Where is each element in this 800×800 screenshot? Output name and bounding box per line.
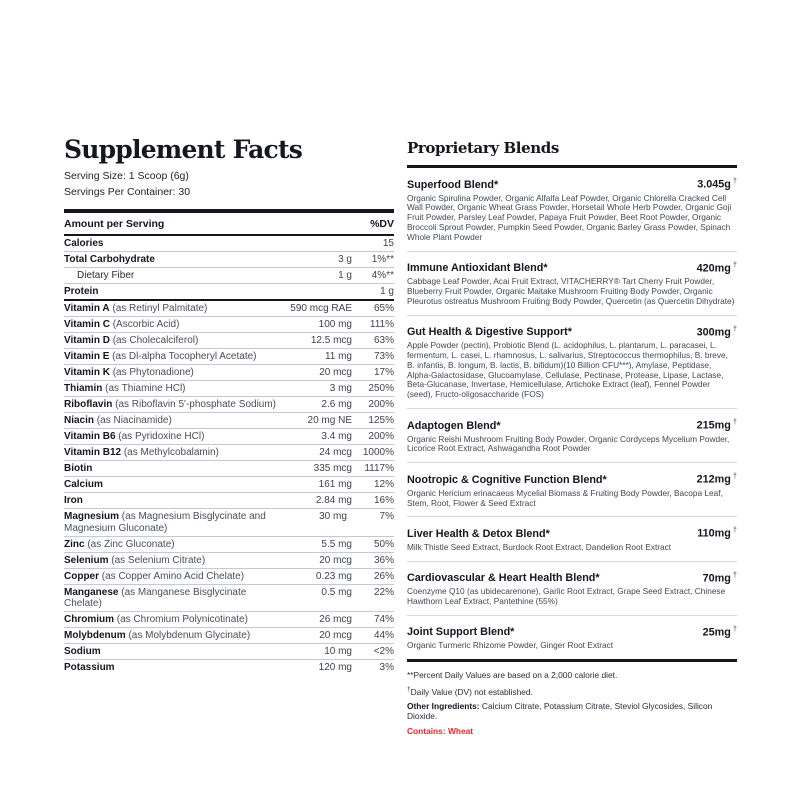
nutrient-row [64, 381, 394, 397]
blend-amount: 300mg † [696, 323, 737, 339]
nutrient-row [64, 333, 394, 349]
nutrient-dv: 1000% [362, 447, 394, 459]
nutrient-label: Biotin [64, 463, 93, 475]
nutrient-row [64, 553, 394, 569]
nutrient-row [64, 365, 394, 381]
nutrient-amount: 11 mg [324, 351, 352, 363]
nutrient-form: (as Retinyl Palmitate) [112, 303, 208, 315]
nutrient-name [64, 270, 282, 282]
nutrient-dv: 200% [368, 431, 394, 443]
servings-per-container: Servings Per Container: 30 [64, 185, 191, 198]
nutrient-label: Vitamin A [64, 303, 110, 315]
dagger-symbol: † [732, 176, 737, 185]
nutrient-name [64, 447, 282, 459]
nutrient-amount: 2.6 mg [321, 399, 352, 411]
blend-name: Immune Antioxidant Blend* [407, 262, 548, 275]
nutrient-row [64, 301, 394, 317]
nutrient-name [64, 383, 282, 395]
nutrient-dv: 36% [373, 554, 394, 566]
nutrient-label: Protein [64, 286, 99, 298]
blend-header [407, 570, 737, 585]
blend-amount: 110mg † [697, 525, 737, 540]
nutrient-dv: 111% [369, 319, 394, 331]
blend-amount: 25mg † [702, 623, 737, 639]
blend-ingredients: Milk Thistle Seed Extract, Burdock Root Extract, Dandelion Root Extract [407, 541, 672, 552]
nutrient-name [64, 415, 282, 427]
blend-amount: 212mg † [696, 471, 737, 486]
blend-amount: 3.045g † [697, 176, 737, 191]
blend-header [407, 417, 737, 432]
nutrient-label: Chromium [64, 614, 114, 626]
nutrient-name [64, 646, 282, 658]
nutrient-amount: 161 mg [318, 479, 352, 491]
blend-section [407, 616, 737, 659]
nutrient-amount: 3 g [338, 254, 352, 266]
nutrient-name [64, 630, 282, 642]
nutrient-form: (as Cholecalciferol) [112, 335, 199, 347]
dagger-symbol: † [732, 569, 737, 579]
nutrient-label: Thiamin [64, 383, 103, 395]
amount-per-serving-label: Amount per Serving [64, 218, 165, 231]
nutrient-row [64, 284, 394, 301]
nutrient-dv: 1117% [364, 463, 394, 475]
blend-section [407, 463, 737, 517]
nutrient-row [64, 660, 394, 675]
nutrient-name [64, 319, 282, 331]
blend-header [407, 525, 737, 540]
dagger-symbol: † [732, 323, 737, 333]
nutrient-form: (as Niacinamide) [96, 415, 172, 427]
nutrient-dv: 73% [373, 351, 394, 363]
nutrient-label: Copper [64, 570, 99, 582]
blend-header [407, 471, 737, 486]
nutrient-amount: 26 mcg [319, 614, 352, 626]
nutrient-name [64, 539, 282, 551]
blend-ingredients: Coenzyme Q10 (as ubidecarenone), Garlic Root Extract, Grape Seed Extract, Chinese Hawthorn Leaf Extract, Pantethine (55%) [407, 586, 726, 607]
nutrient-amount: 3.4 mg [321, 431, 352, 443]
nutrient-name [64, 555, 282, 567]
dagger-symbol: † [732, 525, 737, 535]
blend-amount: 70mg † [702, 569, 737, 585]
nutrient-form: (as Copper Amino Acid Chelate) [101, 570, 245, 582]
nutrient-amount: 0.23 mg [315, 570, 352, 582]
nutrient-row [64, 477, 394, 493]
blend-section [407, 168, 737, 252]
nutrient-label: Vitamin E [64, 351, 110, 363]
nutrient-label: Selenium [64, 554, 109, 566]
nutrient-name [64, 511, 282, 534]
nutrient-row [64, 397, 394, 413]
nutrient-name [64, 238, 282, 250]
nutrient-name [64, 286, 282, 298]
blend-ingredients: Cabbage Leaf Powder, Acai Fruit Extract, VITACHERRY® Tart Cherry Fruit Powder, Blueberry Fruit Powder, Organic Maitake Mushroom Fruiting Body Powder, Organic Pleurotus ostreatus Mushroom Fruiting Body Powder, Quercetin (as Quercetin Dihydrate) [407, 276, 735, 306]
nutrient-dv: 12% [373, 479, 394, 491]
blend-ingredients: Organic Reishi Mushroom Fruiting Body Powder, Organic Cordyceps Mycelium Powder, Licorice Root Extract, Ashwagandha Root Powder [407, 433, 730, 454]
nutrient-label: Riboflavin [64, 399, 113, 411]
nutrient-name [64, 479, 282, 491]
nutrient-dv: 1 g [380, 286, 394, 298]
nutrient-name [64, 463, 282, 475]
nutrient-row [64, 349, 394, 365]
nutrient-amount: 100 mg [318, 319, 352, 331]
nutrient-amount: 1 g [338, 270, 352, 282]
nutrient-amount: 3 mg [329, 383, 352, 395]
nutrient-name [64, 399, 282, 411]
nutrient-form: (as Molybdenum Glycinate) [128, 630, 251, 642]
nutrient-label: Calcium [64, 479, 103, 491]
blend-ingredients: Organic Turmeric Rhizome Powder, Ginger Root Extract [407, 640, 614, 651]
blend-list [407, 168, 737, 659]
footnotes [407, 662, 737, 735]
nutrient-name [64, 587, 282, 610]
nutrient-row [64, 445, 394, 461]
blend-header [407, 624, 737, 639]
nutrient-label: Vitamin C [64, 319, 110, 331]
blend-header [407, 260, 737, 275]
nutrient-label: Sodium [64, 646, 101, 658]
nutrient-label: Vitamin D [64, 335, 110, 347]
other-ingredients-text: Calcium Citrate, Potassium Citrate, Steviol Glycosides, Silicon Dioxide. [407, 701, 713, 722]
blend-header [407, 324, 737, 339]
nutrient-row [64, 612, 394, 628]
percent-dv-label: %DV [370, 218, 394, 231]
nutrient-row [64, 537, 394, 553]
nutrient-name [64, 431, 282, 443]
nutrient-label: Manganese [64, 586, 119, 598]
nutrient-dv: <2% [373, 646, 394, 658]
nutrient-dv: 15 [382, 238, 394, 250]
blend-section [407, 409, 737, 463]
nutrient-form: (as Dl-alpha Tocopheryl Acetate) [112, 351, 257, 363]
nutrient-name [64, 254, 282, 266]
nutrient-dv: 22% [373, 586, 394, 598]
nutrient-amount: 12.5 mcg [310, 335, 352, 347]
nutrient-name [64, 351, 282, 363]
allergen-warning: Contains: Wheat [407, 725, 474, 736]
blend-name: Gut Health & Digestive Support* [407, 326, 572, 339]
nutrient-amount: 2.84 mg [315, 495, 352, 507]
dagger-symbol: † [732, 471, 737, 481]
nutrient-amount: 335 mcg [313, 463, 352, 475]
blend-ingredients: Organic Hericium erinacaeus Mycelial Biomass & Fruiting Body Powder, Bacopa Leaf, Stem, Root, Flower & Seed Extract [407, 487, 723, 508]
proprietary-blends-title: Proprietary Blends [407, 139, 559, 157]
facts-table-header [64, 213, 394, 236]
blend-amount: 420mg † [696, 259, 737, 275]
nutrient-row [64, 509, 394, 537]
blend-ingredients: Apple Powder (pectin), Probiotic Blend (L. acidophilus, L. plantarum, L. paracasei, L. fermentum, L. casei, L. rhamnosus, L. salivarius, Streptococcus thermophilus, B. breve, B. infantis, B. longum, B. lactis, B. bifidum)(10 Billion CFU***), Amylase, Peptidase, Alpha-Galactosidase, Glucoamylase, Cellulase, Pectinase, Protease, Lipase, Lactase, Beta-Glucanase, Invertase, Hemicellulase, Artichoke Extract (leaf), Fennel Powder (seed), Fructo-oligosaccharide (FOS) [407, 340, 728, 400]
nutrient-dv: 7% [379, 511, 394, 523]
nutrient-form: (as Chromium Polynicotinate) [116, 614, 248, 626]
nutrient-dv: 3% [379, 662, 394, 674]
nutrient-name [64, 662, 282, 674]
nutrient-label: Potassium [64, 662, 115, 674]
nutrient-row [64, 268, 394, 284]
nutrient-dv: 63% [373, 335, 394, 347]
nutrient-row [64, 413, 394, 429]
nutrient-label: Vitamin K [64, 367, 110, 379]
nutrient-label: Vitamin B12 [64, 447, 122, 459]
nutrient-name [64, 614, 282, 626]
nutrient-label: Calories [64, 238, 104, 250]
nutrient-label: Vitamin B6 [64, 431, 116, 443]
nutrient-amount: 30 mg [319, 511, 347, 523]
nutrient-amount: 5.5 mg [321, 538, 352, 550]
nutrient-row [64, 644, 394, 660]
blend-section [407, 517, 737, 561]
serving-size: Serving Size: 1 Scoop (6g) [64, 170, 189, 183]
nutrient-dv: 44% [373, 630, 394, 642]
blend-name: Superfood Blend* [407, 178, 499, 191]
nutrient-row [64, 429, 394, 445]
nutrient-name [64, 303, 282, 315]
nutrient-dv: 1%** [371, 254, 394, 266]
blend-name: Nootropic & Cognitive Function Blend* [407, 473, 607, 486]
nutrient-label: Niacin [64, 415, 95, 427]
nutrient-amount: 20 mcg [319, 554, 352, 566]
nutrient-name [64, 367, 282, 379]
nutrient-name [64, 335, 282, 347]
nutrient-row [64, 569, 394, 585]
nutrient-form: (as Magnesium Bisglycinate and Magnesium Gluconate) [64, 511, 266, 534]
nutrient-name [64, 495, 282, 507]
nutrient-form: (as Riboflavin 5'-phosphate Sodium) [115, 399, 277, 411]
supplement-facts-panel [64, 137, 394, 675]
blend-name: Joint Support Blend* [407, 626, 515, 639]
dagger-symbol: † [407, 685, 411, 693]
facts-table-body [64, 236, 394, 675]
nutrient-form: (as Methylcobalamin) [123, 447, 219, 459]
nutrient-dv: 65% [373, 303, 394, 315]
nutrient-dv: 200% [368, 399, 394, 411]
nutrient-row [64, 236, 394, 252]
nutrient-form: (as Selenium Citrate) [111, 554, 206, 566]
nutrient-dv: 16% [373, 495, 394, 507]
nutrient-amount: 120 mg [318, 662, 352, 674]
nutrient-dv: 125% [368, 415, 394, 427]
nutrient-row [64, 493, 394, 509]
nutrient-amount: 20 mcg [319, 630, 352, 642]
nutrient-row [64, 252, 394, 268]
nutrient-dv: 4%** [371, 270, 394, 282]
blend-section [407, 562, 737, 616]
nutrient-dv: 26% [373, 570, 394, 582]
nutrient-form: (Ascorbic Acid) [112, 319, 180, 331]
nutrient-form: (as Pyridoxine HCl) [118, 431, 205, 443]
nutrient-label: Dietary Fiber [77, 270, 135, 282]
nutrient-label: Molybdenum [64, 630, 126, 642]
nutrient-amount: 20 mcg [319, 367, 352, 379]
blend-name: Cardiovascular & Heart Health Blend* [407, 572, 600, 585]
nutrient-amount: 590 mcg RAE [290, 303, 352, 315]
nutrient-row [64, 628, 394, 644]
blend-name: Liver Health & Detox Blend* [407, 527, 550, 540]
percent-dv-footnote: **Percent Daily Values are based on a 2,000 calorie diet. [407, 670, 618, 681]
dagger-symbol: † [732, 623, 737, 633]
nutrient-amount: 24 mcg [319, 447, 352, 459]
blend-name: Adaptogen Blend* [407, 419, 501, 432]
nutrient-dv: 50% [373, 538, 394, 550]
nutrient-amount: 20 mg NE [307, 415, 352, 427]
nutrient-label: Iron [64, 495, 83, 507]
proprietary-blends-panel [407, 139, 737, 740]
nutrient-form: (as Thiamine HCl) [105, 383, 186, 395]
dagger-symbol: † [732, 259, 737, 269]
nutrient-dv: 17% [373, 367, 394, 379]
nutrient-amount: 10 mg [324, 646, 352, 658]
dv-not-established-footnote: †Daily Value (DV) not established. [407, 685, 533, 697]
nutrient-dv: 74% [373, 614, 394, 626]
other-ingredients-label: Other Ingredients: [407, 701, 480, 712]
other-ingredients [407, 701, 737, 721]
dagger-symbol: † [732, 416, 737, 426]
nutrient-row [64, 585, 394, 613]
nutrient-form: (as Phytonadione) [112, 367, 194, 379]
nutrient-label: Magnesium [64, 511, 120, 523]
nutrient-label: Zinc [64, 538, 85, 550]
blend-amount: 215mg † [696, 416, 737, 432]
supplement-facts-title: Supplement Facts [64, 135, 303, 164]
nutrient-amount: 0.5 mg [321, 586, 352, 598]
nutrient-row [64, 317, 394, 333]
blend-section [407, 252, 737, 316]
nutrient-dv: 250% [368, 383, 394, 395]
nutrient-row [64, 461, 394, 477]
blend-ingredients: Organic Spirulina Powder, Organic Alfalfa Leaf Powder, Organic Chlorella Cracked Cell Wall Powder, Organic Wheat Grass Powder, Horsetail Whole Herb Powder, Organic Goji Fruit Powder, Parsley Leaf Powder, Papaya Fruit Powder, Beet Root Powder, Organic Broccoli Sprout Powder, Pumpkin Seed Powder, Organic Barley Grass Powder, Spinach Whole Plant Powder [407, 192, 732, 242]
blend-section [407, 316, 737, 409]
blend-header [407, 176, 737, 191]
nutrient-form: (as Manganese Bisglycinate Chelate) [64, 586, 247, 610]
nutrient-name [64, 571, 282, 583]
nutrient-form: (as Zinc Gluconate) [87, 538, 175, 550]
nutrient-label: Total Carbohydrate [64, 254, 155, 266]
